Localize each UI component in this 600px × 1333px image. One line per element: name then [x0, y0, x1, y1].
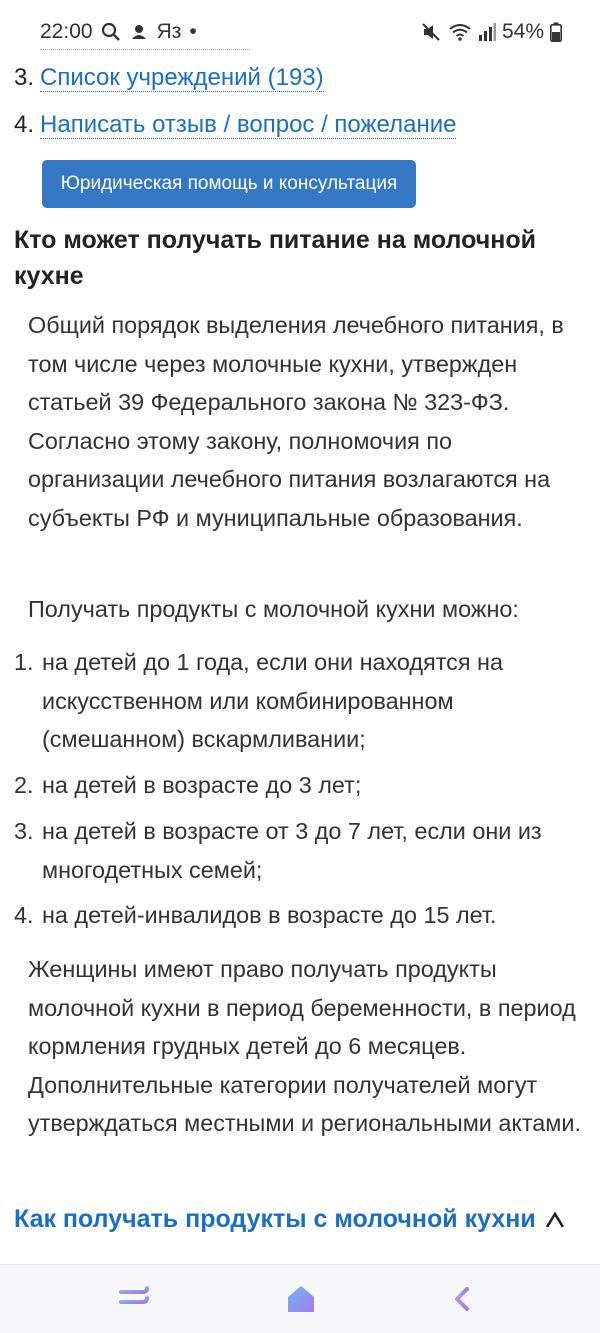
back-icon[interactable] [451, 1281, 487, 1317]
section-toggle[interactable] [14, 1200, 574, 1238]
mute-icon [420, 21, 442, 43]
list-item-text: на детей в возрасте от 3 до 7 лет, если они из многодетных семей; [42, 818, 542, 883]
battery-percent: 54% [501, 20, 544, 43]
signal-icon [478, 22, 496, 42]
section-title: Кто может получать питание на молочной кухне [14, 226, 536, 290]
weather-icon [129, 22, 149, 42]
list-number: 4. [14, 902, 34, 928]
status-right [420, 20, 562, 44]
list-number: 2. [14, 772, 34, 798]
status-bar [0, 0, 600, 64]
list-number: 3. [14, 64, 35, 91]
list-number: 4. [14, 111, 35, 138]
list-number: 3. [14, 818, 34, 844]
status-dot: • [189, 20, 197, 43]
system-nav-bar [0, 1264, 600, 1333]
home-icon[interactable] [283, 1281, 319, 1317]
status-extra: Яз [156, 20, 182, 43]
institutions-list-link[interactable]: Список учреждений (193) [40, 64, 324, 91]
eligibility-intro: Получать продукты с молочной кухни можно: [28, 596, 519, 622]
write-review-link[interactable]: Написать отзыв / вопрос / пожелание [40, 111, 457, 138]
legal-help-button[interactable]: Юридическая помощь и консультация [42, 160, 416, 208]
women-paragraph: Женщины имеют право получать продукты молочной кухни в период беременности, в период кормления грудных детей до 6 месяцев. Дополнительные категории получателей могут утверждаться местными и региональными актами. [28, 956, 581, 1136]
battery-icon [550, 22, 562, 42]
status-left [40, 20, 197, 44]
list-item-text: на детей-инвалидов в возрасте до 15 лет. [42, 902, 497, 928]
nav-list-item[interactable] [14, 64, 324, 92]
recent-apps-icon[interactable] [116, 1281, 152, 1317]
list-item-text: на детей в возрасте до 3 лет; [42, 772, 362, 798]
chevron-up-icon[interactable] [543, 1210, 567, 1230]
search-icon [101, 22, 121, 42]
list-number: 1. [14, 649, 34, 675]
status-time: 22:00 [40, 20, 93, 43]
list-item-text: на детей до 1 года, если они находятся на искусственном или комбинированном (смешанном) вскармливании; [42, 649, 503, 752]
section2-title: Как получать продукты с молочной кухни [14, 1205, 536, 1233]
intro-paragraph: Общий порядок выделения лечебного питания, в том числе через молочные кухни, утвержден статьей 39 Федерального закона № 323-ФЗ. Согласно этому закону, полномочия по организации лечебного питания возлагаются на субъекты РФ и муниципальные образования. [28, 312, 564, 531]
nav-list-item[interactable] [14, 111, 456, 139]
url-underline [40, 49, 250, 50]
wifi-icon [448, 22, 472, 42]
